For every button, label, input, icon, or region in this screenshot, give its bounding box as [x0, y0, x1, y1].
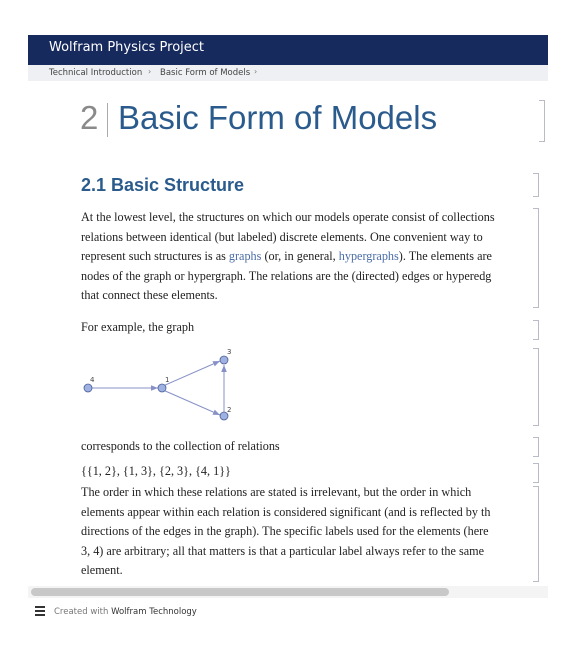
cell-bracket[interactable] — [533, 486, 539, 582]
scrollbar-thumb[interactable] — [31, 588, 449, 596]
text-line: elements appear within each relation is considered significant (and is reflected by th — [81, 504, 491, 519]
graph-edge — [163, 390, 220, 415]
text-line: The order in which these relations are stated is irrelevant, but the order in which — [81, 485, 472, 499]
text-line: nodes of the graph or hypergraph. The relations are the (directed) edges or hyperedg — [81, 268, 492, 283]
node-label-4: 4 — [90, 376, 95, 384]
section-title: 2.1 Basic Structure — [81, 175, 245, 195]
text-line: directions of the edges in the graph). The specific labels used for the elements (here — [81, 524, 489, 538]
graph-node — [84, 384, 92, 392]
text-fragment: (or, in general, — [261, 249, 339, 263]
cell-bracket[interactable] — [539, 100, 545, 142]
graph-figure — [80, 345, 240, 425]
paragraph-corresponds: corresponds to the collection of relations — [81, 439, 280, 453]
chapter-divider — [107, 103, 108, 137]
text-line: relations between identical (but labeled) discrete elements. One convenient way to — [81, 229, 483, 244]
footer-prefix: Created with — [54, 607, 112, 617]
graph-node — [220, 356, 228, 364]
cell-bracket[interactable] — [533, 348, 539, 426]
breadcrumb-item-technical-introduction[interactable]: Technical Introduction — [49, 68, 143, 78]
relations-input[interactable]: {{1, 2}, {1, 3}, {2, 3}, {4, 1}} — [81, 464, 231, 478]
cell-bracket[interactable] — [533, 320, 539, 340]
hypergraphs-link[interactable]: hypergraphs — [338, 249, 399, 263]
cell-bracket[interactable] — [533, 173, 539, 197]
site-title[interactable]: Wolfram Physics Project — [49, 40, 205, 55]
footer — [28, 600, 548, 626]
chapter-number: 2 — [80, 99, 99, 136]
horizontal-scrollbar[interactable] — [28, 586, 548, 598]
wolfram-technology-link[interactable]: Wolfram Technology — [111, 607, 197, 617]
text-fragment: represent such structures is as — [81, 249, 229, 263]
paragraph-intro — [81, 208, 548, 306]
text-line: element. — [81, 563, 123, 577]
cell-bracket[interactable] — [533, 463, 539, 483]
graph-edge — [163, 361, 220, 386]
notebook-content — [28, 81, 548, 586]
footer-credit — [54, 607, 197, 617]
cell-bracket[interactable] — [533, 437, 539, 457]
node-label-2: 2 — [227, 406, 232, 414]
text-line: At the lowest level, the structures on which our models operate consist of collections — [81, 210, 495, 224]
chevron-right-icon[interactable]: › — [254, 67, 258, 76]
node-label-3: 3 — [227, 348, 232, 356]
node-label-1: 1 — [165, 376, 170, 384]
paragraph-order — [81, 483, 548, 581]
text-line — [81, 247, 548, 267]
cell-bracket[interactable] — [533, 208, 539, 308]
site-header — [28, 35, 548, 65]
breadcrumb-item-basic-form[interactable]: Basic Form of Models — [160, 68, 251, 78]
text-line: that connect these elements. — [81, 288, 218, 302]
chevron-right-icon: › — [148, 67, 152, 76]
chapter-title: Basic Form of Models — [118, 99, 438, 136]
graphs-link[interactable]: graphs — [228, 249, 262, 263]
text-fragment: ). The elements are — [398, 249, 492, 263]
graph-node — [158, 384, 166, 392]
menu-icon[interactable] — [35, 606, 45, 618]
paragraph-example: For example, the graph — [81, 320, 195, 334]
breadcrumb — [28, 65, 548, 81]
text-line: 3, 4) are arbitrary; all that matters is that a particular label always refer to the same — [81, 543, 485, 558]
